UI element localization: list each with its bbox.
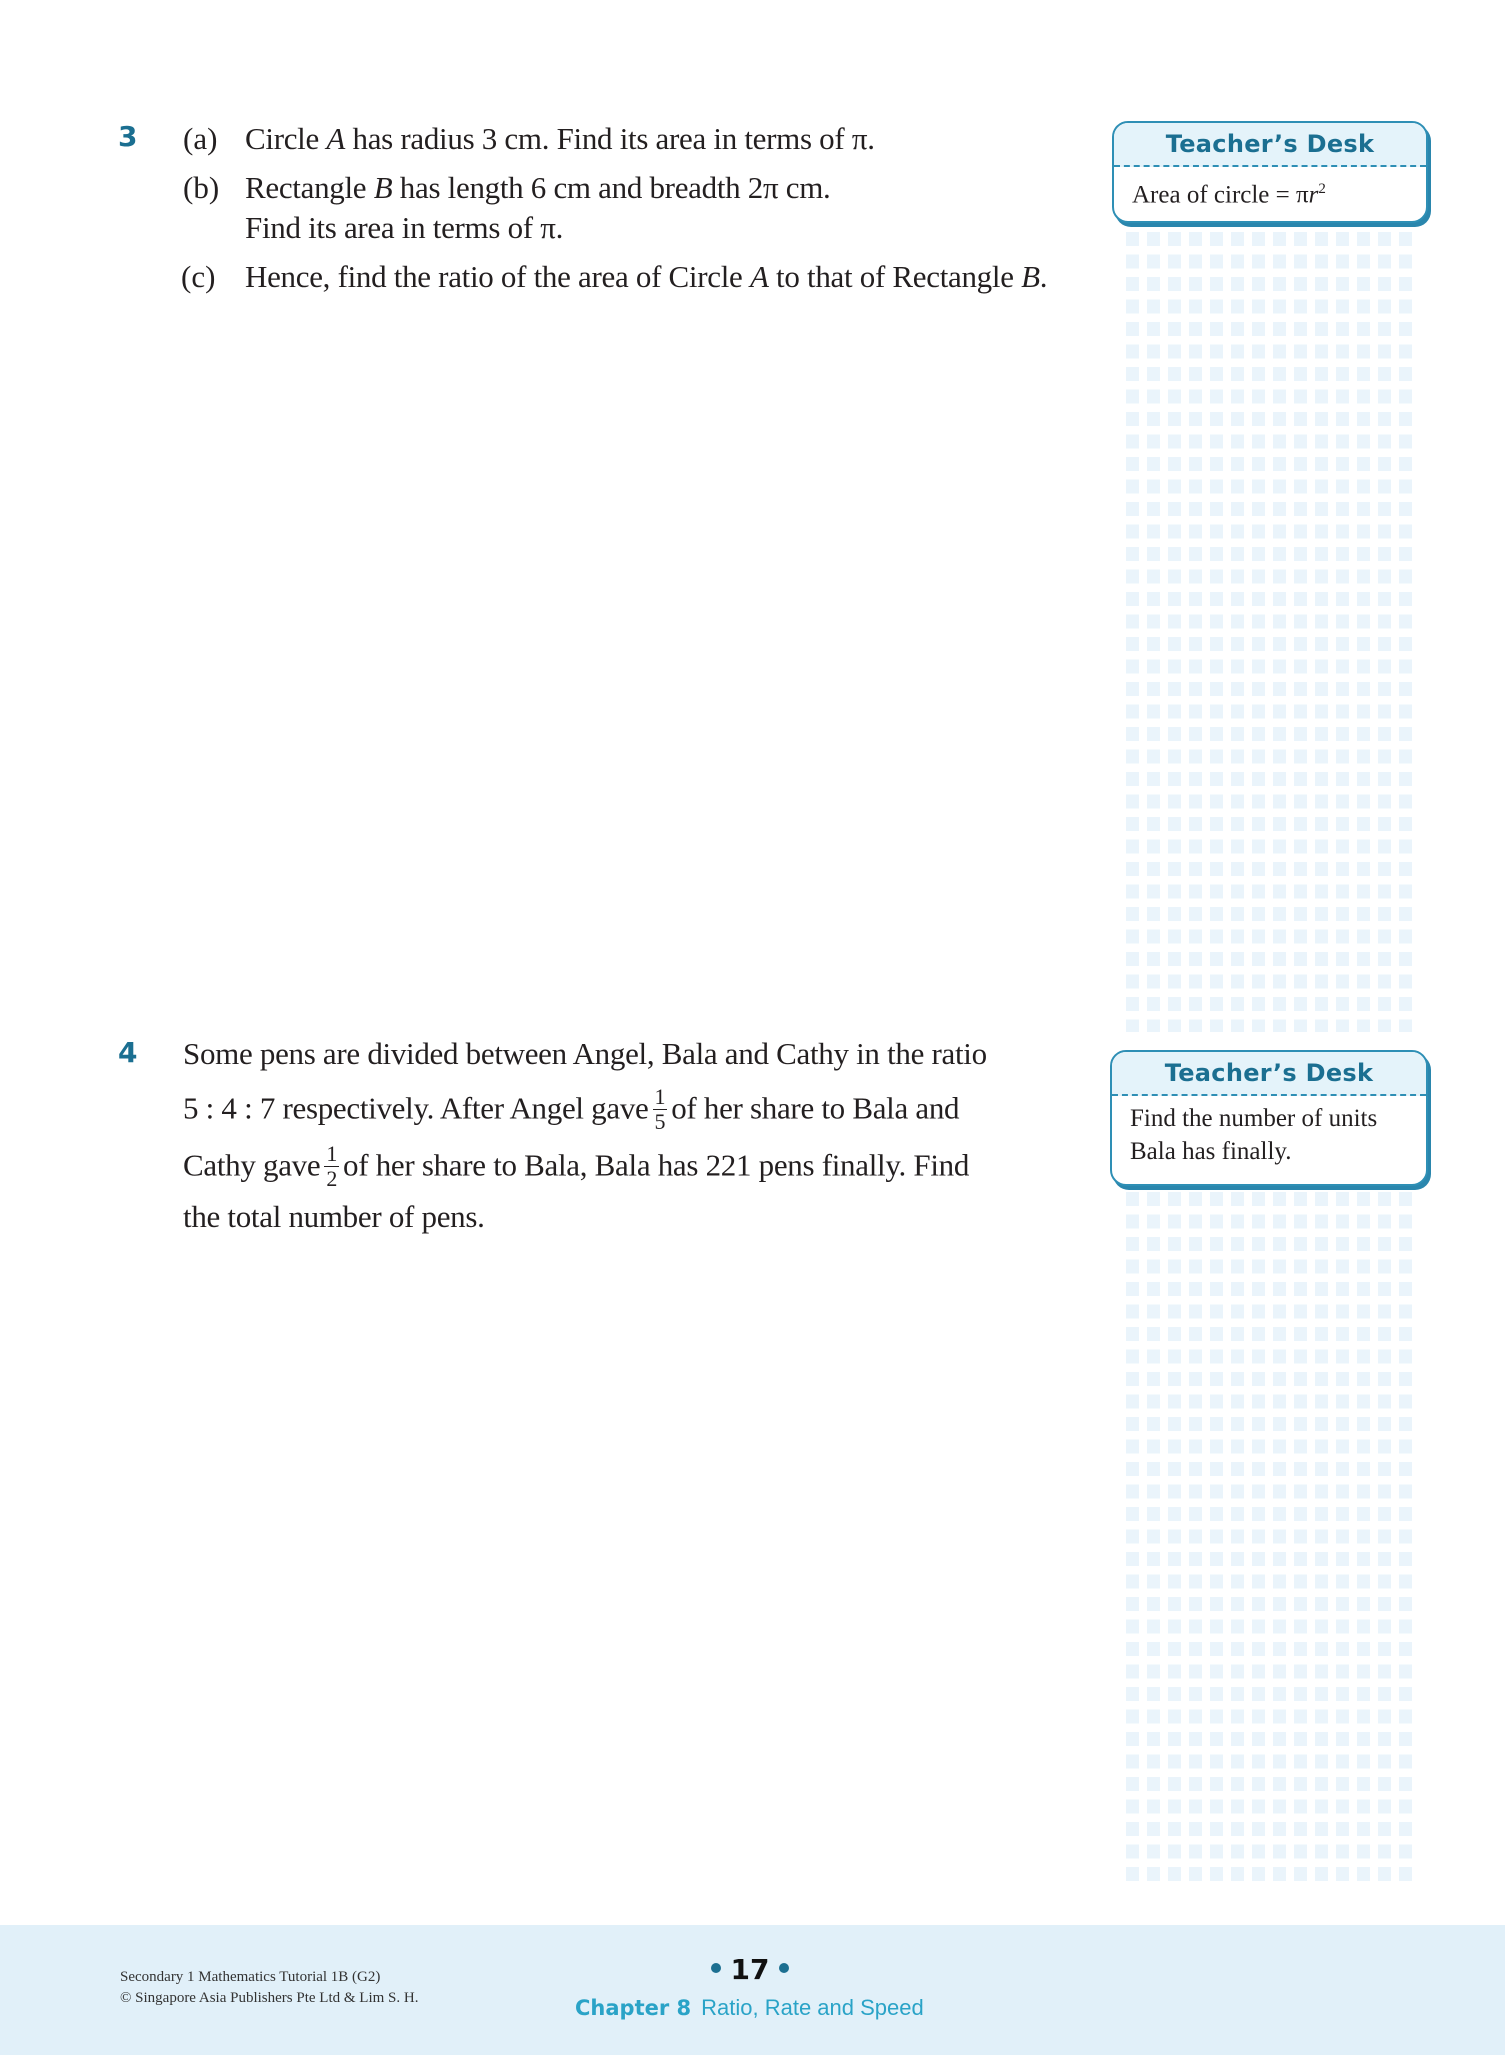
numerator: 1 [654, 1084, 666, 1109]
footer-credits [120, 1967, 418, 2009]
question-4-number: 4 [118, 1036, 138, 1069]
chapter-heading [575, 1995, 924, 2021]
q3-part-b-text [245, 170, 831, 206]
q3-part-a-label: (a) [183, 121, 218, 156]
variable: B [1021, 259, 1040, 294]
side-pattern-top [1124, 232, 1414, 1032]
question-3-number: 3 [118, 120, 138, 153]
text: has radius 3 cm. Find its area in terms of π. [345, 121, 875, 156]
page-number-value: 17 [730, 1953, 770, 1986]
bullet-icon [711, 1963, 721, 1973]
q4-line-1: Some pens are divided between Angel, Bala and Cathy in the ratio [183, 1036, 987, 1071]
q4-line-2 [183, 1084, 960, 1135]
text: has length 6 cm and breadth 2π cm. [392, 170, 831, 205]
teachers-desk-title: Teacher’s Desk [1112, 1052, 1426, 1096]
variable: A [326, 121, 346, 156]
variable: B [373, 170, 393, 205]
fraction-one-fifth [653, 1086, 668, 1133]
fraction-one-half [324, 1143, 339, 1190]
denominator: 2 [326, 1166, 338, 1191]
hint-line-1: Find the number of units [1130, 1105, 1378, 1132]
text: to that of Rectangle [768, 259, 1022, 294]
text: 5 : 4 : 7 respectively. After Angel gave [183, 1090, 649, 1126]
text: of her share to Bala, Bala has 221 pens finally. Find [343, 1147, 970, 1183]
teachers-desk-hint [1112, 1096, 1426, 1178]
copyright: © Singapore Asia Publishers Pte Ltd & Lim S. H. [120, 1990, 419, 2006]
variable: r [1308, 181, 1319, 209]
side-pattern-bottom [1124, 1192, 1414, 1887]
text: Rectangle [245, 170, 374, 205]
q3-part-c-text [245, 259, 1047, 295]
bullet-icon [779, 1963, 789, 1973]
chapter-title: Ratio, Rate and Speed [701, 1995, 924, 2020]
q3-part-c-label: (c) [181, 259, 216, 294]
text: . [1039, 259, 1048, 294]
teachers-desk-hint [1114, 167, 1426, 221]
q3-part-b-text-line2: Find its area in terms of π. [245, 210, 564, 245]
text: Circle [245, 121, 327, 156]
variable: A [749, 259, 769, 294]
page-footer [0, 1925, 1505, 2055]
book-title: Secondary 1 Mathematics Tutorial 1B (G2) [120, 1969, 381, 1985]
hint-line-2: Bala has finally. [1130, 1138, 1292, 1165]
text: of her share to Bala and [671, 1090, 960, 1126]
text: Cathy gave [183, 1147, 321, 1183]
denominator: 5 [654, 1109, 666, 1134]
teachers-desk-title: Teacher’s Desk [1114, 123, 1426, 167]
text: Area of circle = π [1132, 181, 1309, 209]
numerator: 1 [326, 1141, 338, 1166]
q3-part-a-text [245, 121, 875, 157]
page-number [700, 1953, 800, 1986]
teachers-desk-q3 [1112, 121, 1428, 223]
exponent: 2 [1318, 181, 1326, 197]
chapter-label: Chapter 8 [575, 1996, 692, 2020]
teachers-desk-q4 [1110, 1050, 1428, 1186]
q3-part-b-label: (b) [183, 170, 220, 205]
q4-line-4: the total number of pens. [183, 1199, 485, 1234]
q4-line-3 [183, 1141, 970, 1192]
text: Hence, find the ratio of the area of Circle [245, 259, 750, 294]
